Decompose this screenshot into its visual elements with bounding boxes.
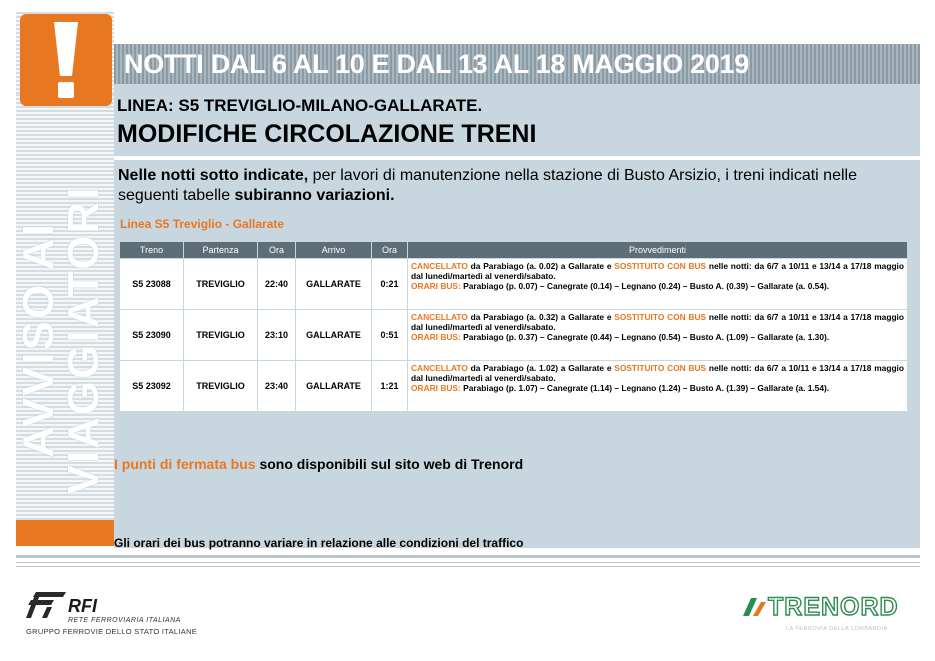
intro-text: per lavori di manutenzione nella stazione di Busto Arsizio, i treni indicati nelle seguenti tabelle [118, 167, 857, 204]
prov-text-1: da Parabiago (a. 1.02) a Gallarate e [467, 363, 615, 373]
cell-ora-partenza: 22:40 [258, 259, 296, 310]
vertical-banner [16, 170, 114, 510]
cell-partenza: TREVIGLIO [184, 259, 258, 310]
cancellato-label: CANCELLATO [411, 312, 468, 322]
vertical-line-1: AVVISO AI [14, 222, 63, 458]
table-row [120, 259, 908, 310]
col-header-arrivo: Arrivo [296, 242, 372, 259]
cell-treno: S5 23088 [120, 259, 184, 310]
prov-text-2: nelle notti: da 6/7 a 10/11 e 13/14 a 17/18 maggio dal lunedì/martedì al venerdì/sabato. [411, 363, 904, 383]
rfi-logo-icon [22, 590, 68, 620]
trenord-logo-icon [741, 596, 767, 618]
prov-text-1: da Parabiago (a. 0.32) a Gallarate e [467, 312, 615, 322]
cell-provvedimenti [408, 310, 908, 361]
cell-provvedimenti [408, 259, 908, 310]
rfi-logo-subtitle: RETE FERROVIARIA ITALIANA [68, 617, 181, 624]
sidebar-orange-bar [16, 520, 114, 546]
orari-label: ORARI BUS: [411, 281, 461, 291]
cell-ora-arrivo: 0:21 [372, 259, 408, 310]
exclamation-icon [20, 14, 112, 106]
cell-arrivo: GALLARATE [296, 259, 372, 310]
sostituito-label: SOSTITUITO CON BUS [614, 312, 707, 322]
table-sublabel: Linea S5 Treviglio - Gallarate [120, 217, 285, 231]
cell-ora-partenza: 23:10 [258, 310, 296, 361]
cancellato-label: CANCELLATO [411, 363, 468, 373]
bus-stops-text: sono disponibili sul sito web di Trenord [255, 456, 524, 472]
cell-ora-arrivo: 0:51 [372, 310, 408, 361]
sostituito-label: SOSTITUITO CON BUS [614, 261, 707, 271]
rfi-logo-name: RFI [68, 596, 97, 616]
line-heading: LINEA: S5 TREVIGLIO-MILANO-GALLARATE. [117, 96, 483, 115]
cell-partenza: TREVIGLIO [184, 310, 258, 361]
prov-text-2: nelle notti: da 6/7 a 10/11 e 13/14 a 17/18 maggio dal lunedì/martedì al venerdì/sabato. [411, 261, 904, 281]
prov-text-2: nelle notti: da 6/7 a 10/11 e 13/14 a 17/18 maggio dal lunedì/martedì al venerdì/sabato. [411, 312, 904, 332]
footer-divider [16, 562, 920, 563]
col-header-ora-partenza: Ora [258, 242, 296, 259]
notice-title: NOTTI DAL 6 AL 10 E DAL 13 AL 18 MAGGIO 2019 [124, 49, 749, 79]
cell-partenza: TREVIGLIO [184, 361, 258, 412]
table-row [120, 361, 908, 412]
trenord-tagline: LA FERROVIA DELLA LOMBARDIA [786, 626, 888, 632]
col-header-partenza: Partenza [184, 242, 258, 259]
prov-text-3: Parabiago (p. 1.07) – Canegrate (1.14) – Legnano (1.24) – Busto A. (1.39) – Gallarate (a. 1.54). [460, 383, 830, 393]
prov-text-1: da Parabiago (a. 0.02) a Gallarate e [467, 261, 615, 271]
cell-treno: S5 23090 [120, 310, 184, 361]
cell-provvedimenti [408, 361, 908, 412]
col-header-provvedimenti: Provvedimenti [408, 242, 908, 259]
cell-arrivo: GALLARATE [296, 310, 372, 361]
bus-stops-note [114, 456, 523, 472]
orari-label: ORARI BUS: [411, 332, 461, 342]
cancellato-label: CANCELLATO [411, 261, 468, 271]
cell-ora-arrivo: 1:21 [372, 361, 408, 412]
col-header-ora-arrivo: Ora [372, 242, 408, 259]
table-row [120, 310, 908, 361]
sostituito-label: SOSTITUITO CON BUS [614, 363, 707, 373]
footer-divider [16, 566, 920, 567]
bus-stops-highlight: I punti di fermata bus [114, 456, 256, 472]
prov-text-3: Parabiago (p. 0.37) – Canegrate (0.44) – Legnano (0.54) – Busto A. (1.09) – Gallarate (a. 1.30). [460, 332, 830, 342]
footer-divider [16, 555, 920, 558]
orari-label: ORARI BUS: [411, 383, 461, 393]
rfi-group-label: GRUPPO FERROVIE DELLO STATO ITALIANE [26, 627, 198, 636]
trenord-logo-name: TRENORD [768, 593, 899, 621]
intro-bold-2: subiranno variazioni. [234, 187, 395, 204]
page-heading: MODIFICHE CIRCOLAZIONE TRENI [117, 120, 537, 148]
vertical-line-2: VIAGGIATORI [59, 185, 108, 495]
col-header-treno: Treno [120, 242, 184, 259]
intro-paragraph [118, 166, 913, 206]
table-header-row [120, 242, 908, 259]
cell-treno: S5 23092 [120, 361, 184, 412]
traffic-note: Gli orari dei bus potranno variare in relazione alle condizioni del traffico [114, 536, 524, 550]
timetable [119, 241, 908, 412]
cell-ora-partenza: 23:40 [258, 361, 296, 412]
cell-arrivo: GALLARATE [296, 361, 372, 412]
intro-bold-1: Nelle notti sotto indicate, [118, 167, 309, 184]
panel-separator [114, 156, 920, 160]
prov-text-3: Parabiago (p. 0.07) – Canegrate (0.14) – Legnano (0.24) – Busto A. (0.39) – Gallarate (a. 0.54). [460, 281, 830, 291]
